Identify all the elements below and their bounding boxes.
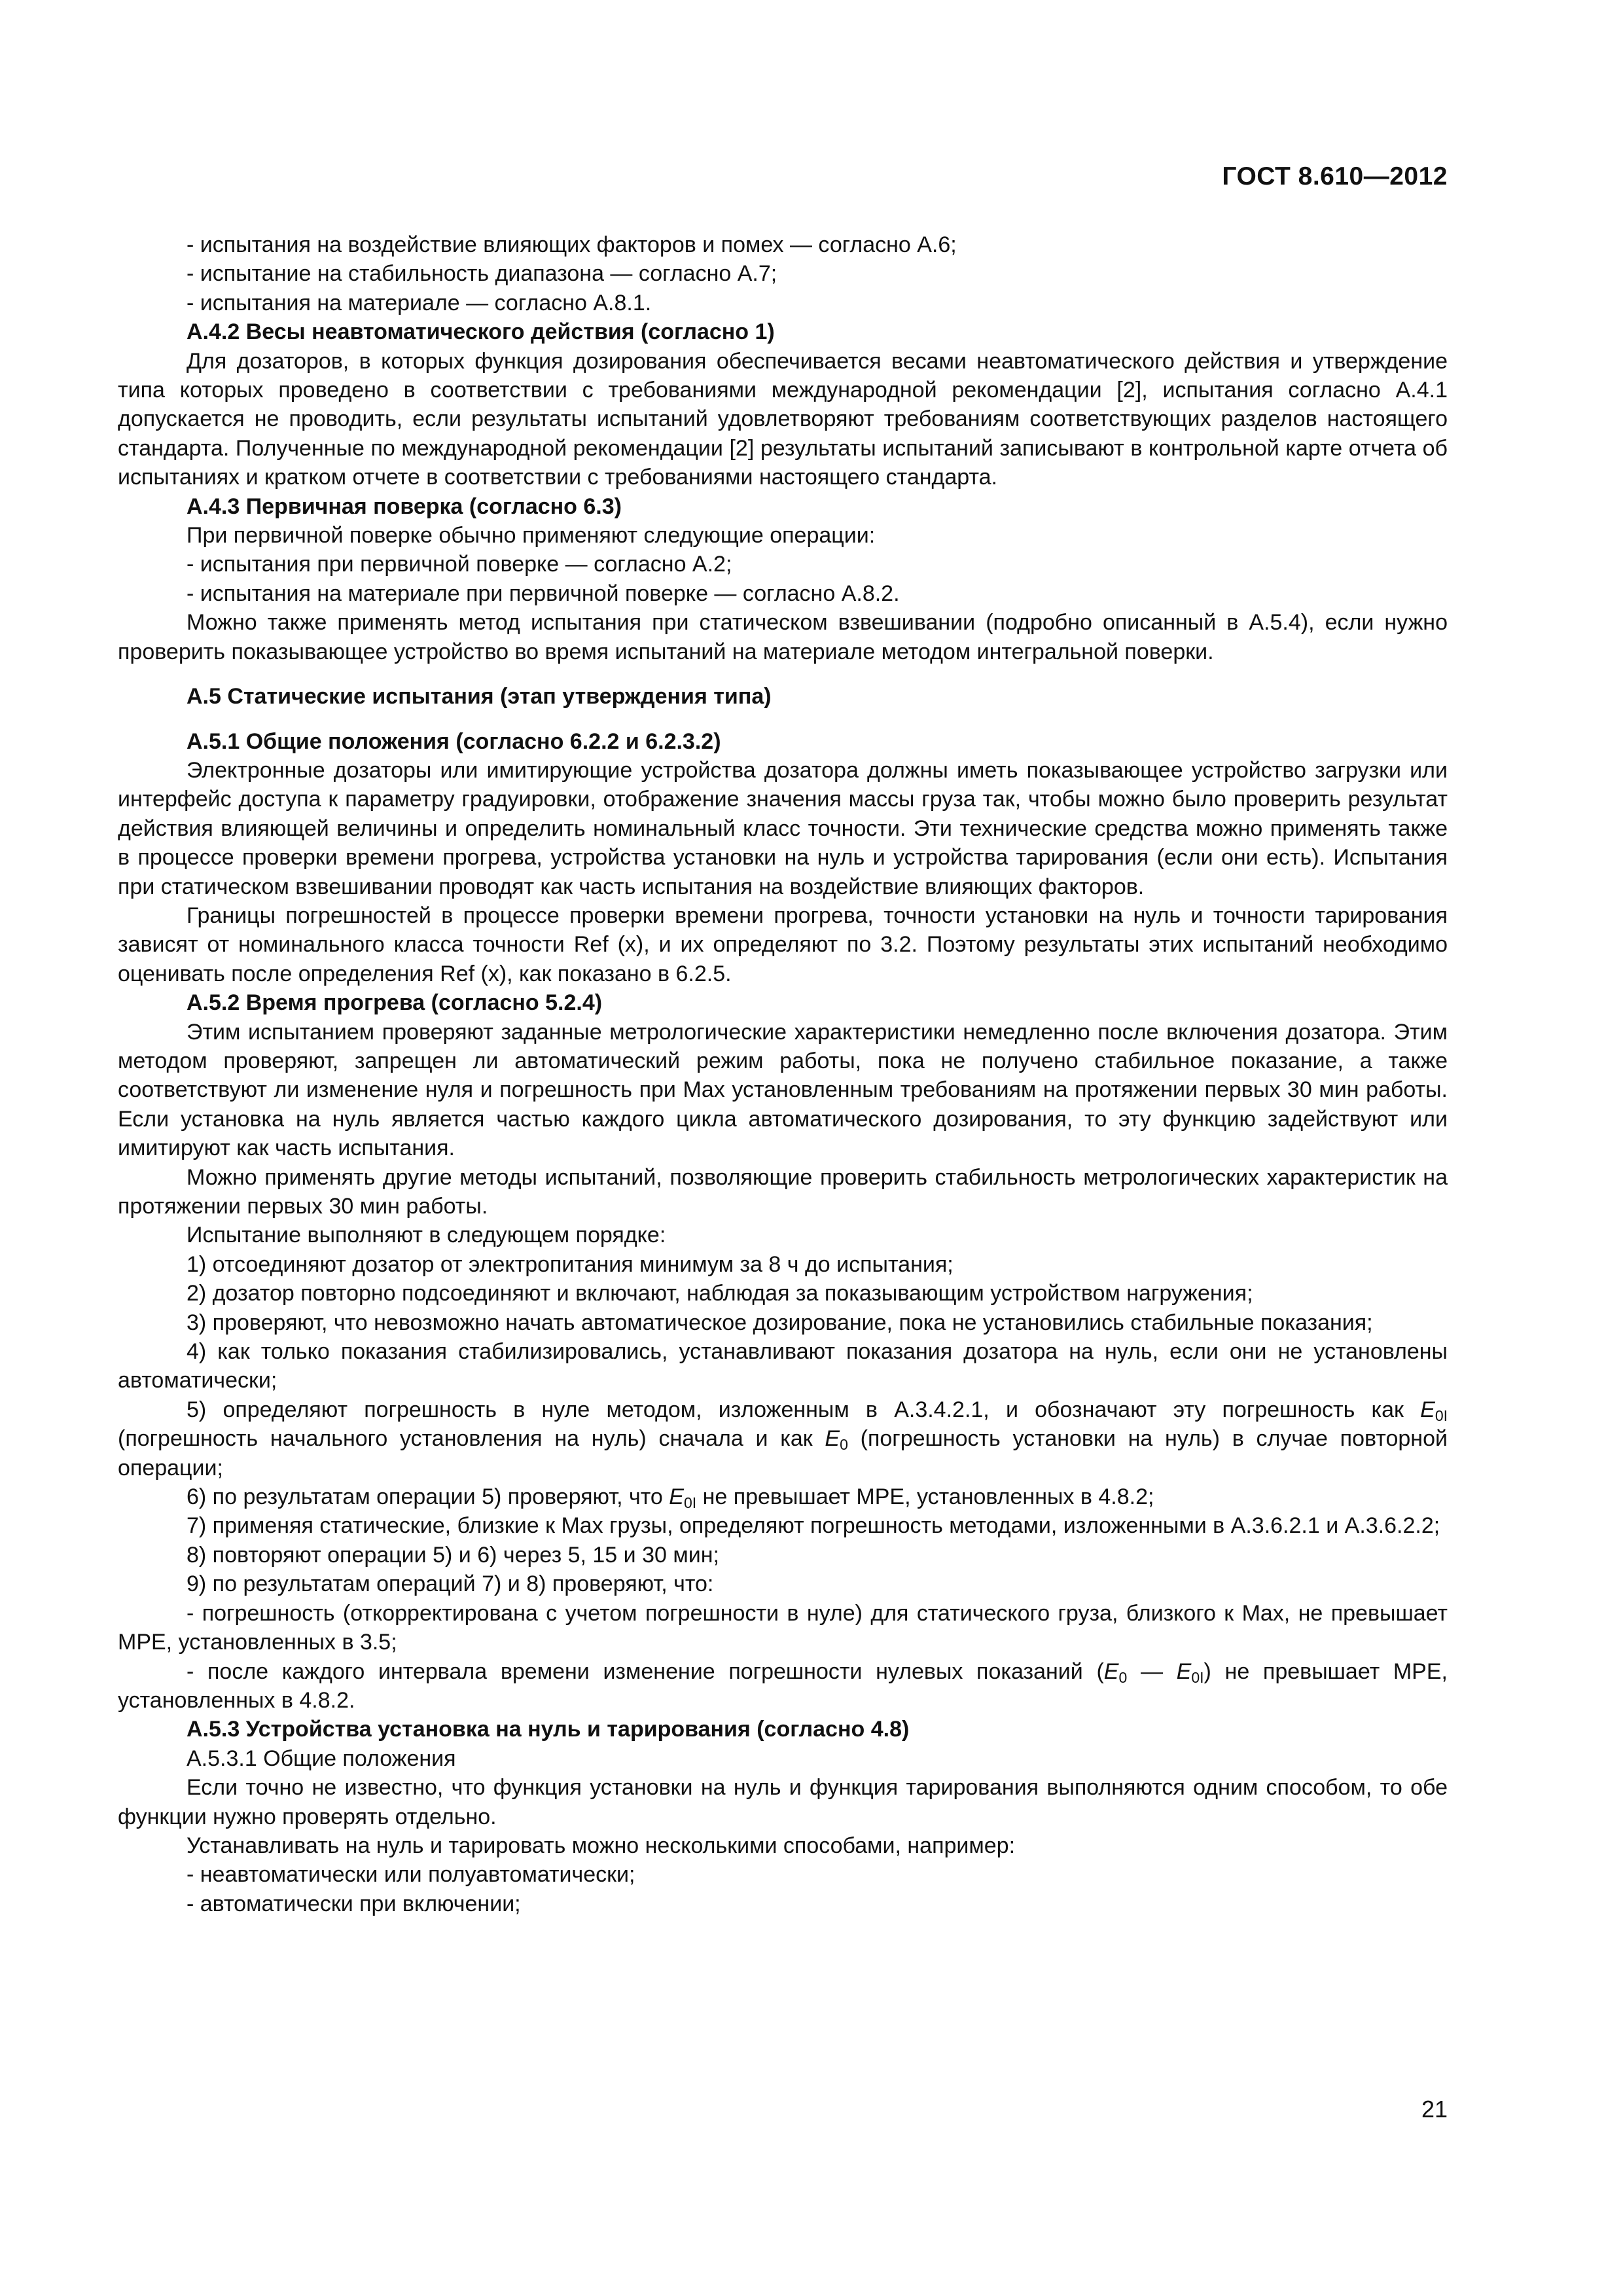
symbol-e: E [1103,1659,1119,1684]
subscript: 0 [840,1436,848,1454]
step-item: 3) проверяют, что невозможно начать автоматическое дозирование, пока не установились стабильные показания; [187,1310,1373,1335]
section-heading-a43: А.4.3 Первичная поверка (согласно 6.3) [187,493,622,519]
step-item: 2) дозатор повторно подсоединяют и включают, наблюдая за показывающим устройством нагружения; [187,1281,1253,1306]
section-heading-a42: А.4.2 Весы неавтоматического действия (согласно 1) [187,319,775,345]
subsection-title: А.5.3.1 Общие положения [187,1746,456,1771]
paragraph: Можно применять другие методы испытаний, позволяющие проверить стабильность метрологических характеристик на протяжении первых 30 мин работы. [118,1164,1448,1219]
step-item [118,1395,1448,1482]
section-heading-a5: А.5 Статические испытания (этап утверждения типа) [187,684,772,709]
section-heading-a53: А.5.3 Устройства установка на нуль и тарирования (согласно 4.8) [187,1717,910,1742]
step-item: 4) как только показания стабилизировались, устанавливают показания дозатора на нуль, если они не установлены автоматически; [118,1339,1448,1393]
paragraph: Устанавливать на нуль и тарировать можно несколькими способами, например: [187,1833,1016,1858]
step-item: 1) отсоединяют дозатор от электропитания минимум за 8 ч до испытания; [187,1251,954,1277]
paragraph: Электронные дозаторы или имитирующие устройства дозатора должны иметь показывающее устройство загрузки или интерфейс доступа к параметру градуировки, отображение значения массы груза так, чтобы можно было проверить результат действия влияющей величины и определить номинальный класс точности. Эти технические средства можно применять также в процессе проверки времени прогрева, устройства установки на нуль и устройства тарирования (если они есть). Испытания при статическом взвешивании проводят как часть испытания на воздействие влияющих факторов. [118,757,1448,899]
text-run: 5) определяют погрешность в нуле методом, изложенным в А.3.4.2.1, и обозначают эту погрешность как [187,1397,1421,1422]
paragraph: Для дозаторов, в которых функция дозирования обеспечивается весами неавтоматического действия и утверждение типа которых проведено в соответствии с требованиями международной рекомендации [2], испытания согласно А.4.1 допускается не проводить, если результаты испытаний удовлетворяют требованиям соответствующих разделов настоящего стандарта. Полученные по международной рекомендации [2] результаты испытаний записывают в контрольной карте отчета об испытаниях и кратком отчете в соответствии с требованиями настоящего стандарта. [118,348,1448,490]
paragraph: Границы погрешностей в процессе проверки времени прогрева, точности установки на нуль и точности тарирования зависят от номинального класса точности Ref (x), и их определяют по 3.2. Поэтому результаты этих испытаний необходимо оценивать после определения Ref (x), как показано в 6.2.5. [118,903,1448,986]
list-item: - испытания при первичной поверке — согласно А.2; [187,552,732,577]
list-item: - испытания на воздействие влияющих факторов и помех — согласно А.6; [187,232,957,257]
paragraph: Можно также применять метод испытания при статическом взвешивании (подробно описанный в А.5.4), если нужно проверить показывающее устройство во время испытаний на материале методом интегральной поверки. [118,610,1448,664]
list-item: - испытание на стабильность диапазона — согласно А.7; [187,261,777,287]
step-item: 9) по результатам операций 7) и 8) проверяют, что: [187,1571,714,1597]
subscript: 0 [1118,1668,1128,1686]
symbol-e: E [669,1484,684,1510]
paragraph: При первичной поверке обычно применяют следующие операции: [187,523,876,548]
subscript: 0I [1435,1407,1448,1424]
text-run: (погрешность начального установления на нуль) сначала и как [118,1426,825,1452]
subscript: 0I [683,1494,697,1512]
step-item: 7) применяя статические, близкие к Max грузы, определяют погрешность методами, изложенными в А.3.6.2.1 и А.3.6.2.2; [187,1513,1440,1539]
symbol-e: E [1176,1659,1192,1684]
step-item: 8) повторяют операции 5) и 6) через 5, 15 и 30 мин; [187,1542,719,1568]
text-run: не превышает МРЕ, установленных в 4.8.2; [696,1484,1154,1510]
text-run: (погрешность установки на нуль) в случае повторной операции; [118,1426,1448,1480]
page-number: 21 [1421,2096,1448,2123]
subscript: 0I [1191,1668,1204,1686]
paragraph: Этим испытанием проверяют заданные метрологические характеристики немедленно после включения дозатора. Этим методом проверяют, запрещен ли автоматический режим работы, пока не получено стабильное показание, а также соответствуют ли изменение нуля и погрешность при Max установленным требованиям на протяжении первых 30 мин работы. Если установка на нуль является частью каждого цикла автоматического дозирования, то эту функцию задействуют или имитируют как часть испытания. [118,1019,1448,1161]
list-item: - испытания на материале — согласно А.8.1. [187,290,652,315]
text-run: - после каждого интервала времени изменение погрешности нулевых показаний ( [187,1659,1104,1684]
step-item [118,1482,1448,1511]
paragraph: Если точно не известно, что функция установки на нуль и функция тарирования выполняются одним способом, то обе функции нужно проверять отдельно. [118,1775,1448,1829]
paragraph: Испытание выполняют в следующем порядке: [187,1223,666,1248]
text-run: — [1127,1659,1177,1684]
list-item [118,1657,1448,1715]
section-heading-a52: А.5.2 Время прогрева (согласно 5.2.4) [187,990,603,1016]
list-item: - неавтоматически или полуавтоматически; [187,1862,635,1888]
list-item: - автоматически при включении; [187,1891,521,1916]
symbol-e: E [1420,1397,1435,1422]
text-run: ) не превышает МРЕ, установленных в 4.8.2. [118,1659,1448,1713]
symbol-e: E [825,1426,840,1452]
list-item: - погрешность (откорректирована с учетом погрешности в нуле) для статического груза, близкого к Max, не превышает МРЕ, установленных в 3.5; [118,1600,1448,1655]
standard-designation: ГОСТ 8.610—2012 [1222,162,1448,190]
document-body [118,230,1448,1918]
section-heading-a51: А.5.1 Общие положения (согласно 6.2.2 и 6.2.3.2) [187,728,721,754]
list-item: - испытания на материале при первичной поверке — согласно А.8.2. [187,581,900,606]
text-run: 6) по результатам операции 5) проверяют, что [187,1484,669,1510]
